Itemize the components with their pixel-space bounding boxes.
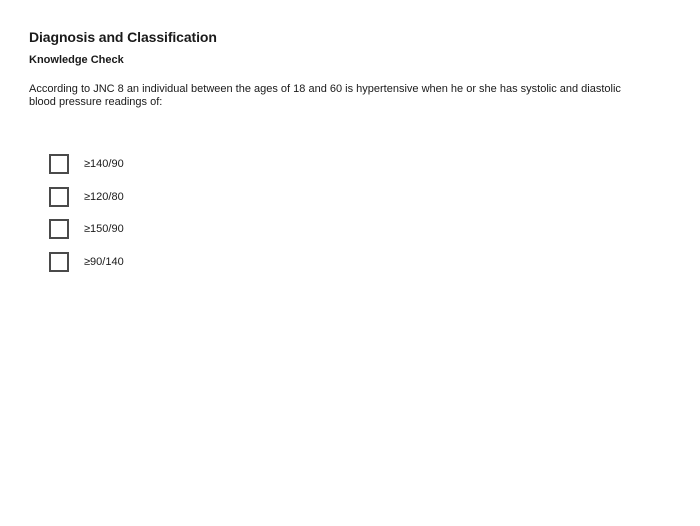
- answer-label: ≥140/90: [84, 158, 124, 170]
- answer-options: [49, 154, 124, 284]
- answer-option-1[interactable]: [49, 154, 124, 174]
- answer-option-2[interactable]: [49, 187, 124, 207]
- answer-checkbox[interactable]: [49, 154, 69, 174]
- answer-checkbox[interactable]: [49, 187, 69, 207]
- page-title: Diagnosis and Classification: [29, 29, 217, 45]
- answer-label: ≥150/90: [84, 223, 124, 235]
- answer-option-4[interactable]: [49, 252, 124, 272]
- question-text: According to JNC 8 an individual between the ages of 18 and 60 is hypertensive when he or she has systolic and diastolic blood pressure readings of:: [29, 83, 621, 108]
- answer-checkbox[interactable]: [49, 219, 69, 239]
- answer-label: ≥90/140: [84, 255, 124, 268]
- answer-label: ≥120/80: [84, 190, 124, 203]
- answer-option-3[interactable]: [49, 219, 124, 239]
- section-subtitle: Knowledge Check: [29, 54, 124, 66]
- answer-checkbox[interactable]: [49, 252, 69, 272]
